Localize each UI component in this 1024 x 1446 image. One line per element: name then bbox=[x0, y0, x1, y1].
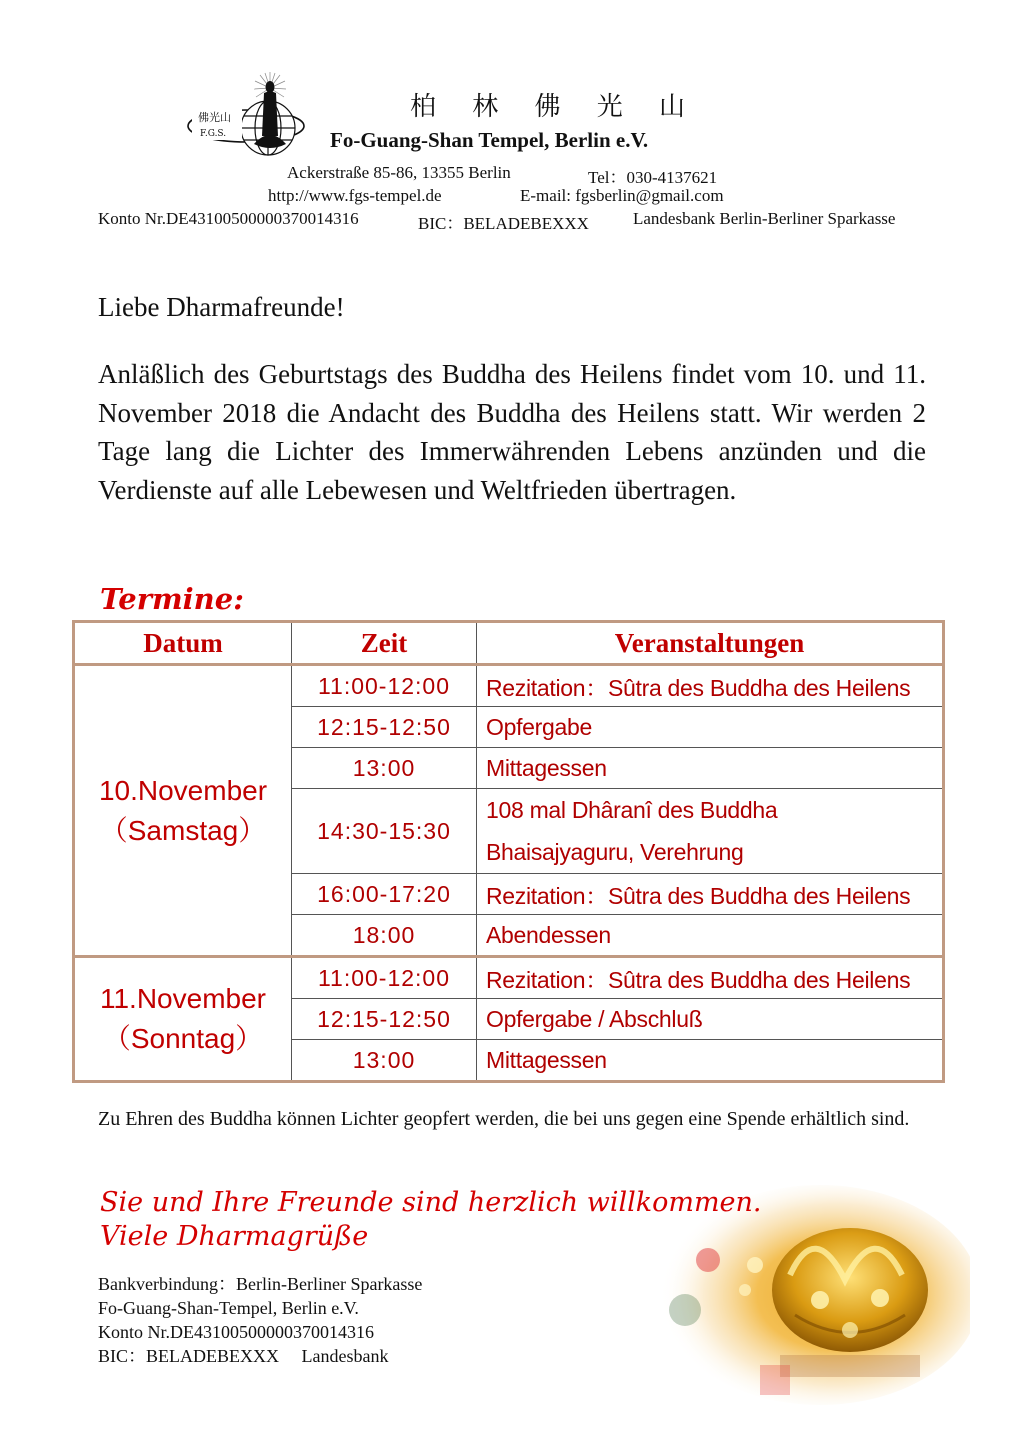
welcome-line: Sie und Ihre Freunde sind herzlich willkommen. bbox=[100, 1187, 762, 1218]
website-link[interactable]: http://www.fgs-tempel.de bbox=[268, 186, 442, 205]
event-cell: Abendessen bbox=[477, 915, 944, 957]
event-cell: Mittagessen bbox=[477, 748, 944, 789]
schedule-heading: Termine: bbox=[100, 582, 244, 616]
chinese-title: 柏 林 佛 光 山 bbox=[410, 92, 700, 122]
table-header-row bbox=[74, 622, 944, 665]
date-label: 11.November bbox=[99, 983, 266, 1014]
date-cell-day2 bbox=[74, 957, 292, 1082]
event-cell: Mittagessen bbox=[477, 1040, 944, 1082]
organization-name: Fo-Guang-Shan Tempel, Berlin e.V. bbox=[330, 128, 649, 152]
phone: Tel：030-4137621 bbox=[588, 168, 718, 187]
weekday-label: （Sonntag） bbox=[102, 1023, 264, 1054]
event-cell-line2: Bhaisajyaguru, Verehrung bbox=[477, 831, 944, 874]
bank-line-1: Bankverbindung：Berlin-Berliner Sparkasse bbox=[98, 1274, 423, 1294]
time-cell: 13:00 bbox=[292, 748, 477, 789]
event-cell-line1: 108 mal Dhâranî des Buddha bbox=[477, 789, 944, 832]
greeting: Liebe Dharmafreunde! bbox=[98, 292, 345, 322]
date-label: 10.November bbox=[98, 774, 268, 806]
time-cell: 11:00-12:00 bbox=[292, 957, 477, 999]
fgs-logo bbox=[184, 66, 324, 166]
date-cell-day1 bbox=[74, 665, 292, 957]
time-cell: 16:00-17:20 bbox=[292, 874, 477, 915]
email-link[interactable]: E-mail: fgsberlin@gmail.com bbox=[520, 186, 724, 205]
logo-text-cn: 佛光山 bbox=[198, 111, 231, 124]
bank-name: Landesbank Berlin-Berliner Sparkasse bbox=[633, 209, 896, 228]
bank-line-2: Fo-Guang-Shan-Tempel, Berlin e.V. bbox=[98, 1298, 359, 1318]
donation-note: Zu Ehren des Buddha können Lichter geopfert werden, die bei uns gegen eine Spende erhältlich sind. bbox=[98, 1108, 910, 1130]
time-cell: 11:00-12:00 bbox=[292, 665, 477, 707]
column-header-time: Zeit bbox=[292, 622, 477, 665]
table-row bbox=[74, 665, 944, 707]
logo-text-en: F.G.S. bbox=[200, 129, 227, 139]
closing-message bbox=[100, 1186, 762, 1254]
column-header-event: Veranstaltungen bbox=[477, 622, 944, 665]
bank-line-4: BIC：BELADEBEXXX Landesbank bbox=[98, 1346, 389, 1366]
weekday-label: （Samstag） bbox=[99, 814, 267, 846]
time-cell: 14:30-15:30 bbox=[292, 789, 477, 874]
greeting-line: Viele Dharmagrüße bbox=[100, 1221, 369, 1252]
bank-line-3: Konto Nr.DE43100500000370014316 bbox=[98, 1322, 374, 1342]
event-cell: Rezitation：Sûtra des Buddha des Heilens bbox=[477, 665, 944, 707]
event-cell: Rezitation：Sûtra des Buddha des Heilens bbox=[477, 957, 944, 999]
event-cell: Opfergabe / Abschluß bbox=[477, 999, 944, 1040]
time-cell: 13:00 bbox=[292, 1040, 477, 1082]
bic-code: BIC：BELADEBEXXX bbox=[418, 214, 589, 233]
event-cell: Opfergabe bbox=[477, 707, 944, 748]
address: Ackerstraße 85-86, 13355 Berlin bbox=[287, 163, 511, 182]
event-cell: Rezitation：Sûtra des Buddha des Heilens bbox=[477, 874, 944, 915]
time-cell: 12:15-12:50 bbox=[292, 999, 477, 1040]
buddha-figure bbox=[262, 81, 278, 136]
table-row bbox=[74, 957, 944, 999]
bank-details bbox=[98, 1272, 422, 1368]
account-number: Konto Nr.DE43100500000370014316 bbox=[98, 209, 359, 228]
logo-icon bbox=[184, 66, 324, 166]
column-header-date: Datum bbox=[74, 622, 292, 665]
time-cell: 12:15-12:50 bbox=[292, 707, 477, 748]
time-cell: 18:00 bbox=[292, 915, 477, 957]
intro-paragraph: Anläßlich des Geburtstags des Buddha des Heilens findet vom 10. und 11. November 2018 die Andacht des Buddha des Heilens statt. Wir werden 2 Tage lang die Lichter des Immerwährenden Lebens anzünden und die Verdienste auf alle Lebewesen und Weltfrieden übertragen. bbox=[98, 359, 926, 505]
schedule-table bbox=[72, 620, 945, 1083]
